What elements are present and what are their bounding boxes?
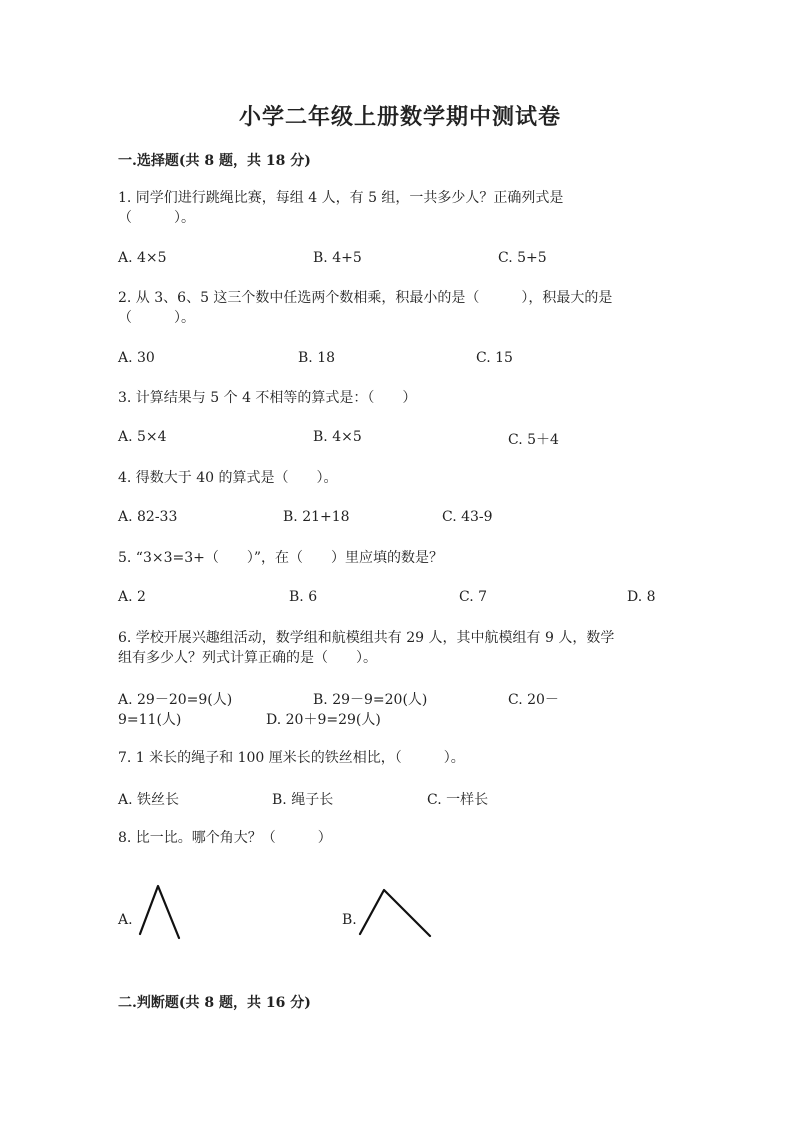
option-b: B. 6 — [289, 589, 318, 605]
section-heading-choice: 一.选择题(共 8 题，共 18 分) — [118, 153, 311, 169]
option-c: C. 5+5 — [498, 250, 547, 266]
question-stem: （ ）。 — [118, 310, 195, 326]
option-b: B. 29－9=20(人) — [313, 692, 428, 708]
question-7: 7. 1 米长的绳子和 100 厘米长的铁丝相比，（ ）。 — [118, 750, 465, 766]
angle-b-lines — [360, 890, 430, 936]
option-a: A. 30 — [118, 350, 155, 366]
option-c: C. 一样长 — [427, 792, 489, 808]
option-a: A. 82-33 — [118, 509, 178, 525]
option-b: B. 绳子长 — [272, 792, 334, 808]
option-a: A. 5×4 — [118, 429, 167, 445]
angle-a-lines — [140, 886, 179, 938]
option-c: C. 43-9 — [442, 509, 493, 525]
option-a: A. — [118, 912, 133, 928]
option-a: A. 4×5 — [118, 250, 167, 266]
option-b: B. 4+5 — [313, 250, 362, 266]
question-1 — [118, 188, 678, 228]
angle-a-figure — [136, 882, 186, 942]
page-title: 小学二年级上册数学期中测试卷 — [238, 104, 561, 130]
question-3: 3. 计算结果与 5 个 4 不相等的算式是：（ ） — [118, 390, 417, 406]
option-d: D. 20＋9=29(人) — [266, 712, 381, 728]
question-4: 4. 得数大于 40 的算式是（ ）。 — [118, 470, 338, 486]
option-b: B. 4×5 — [313, 429, 362, 445]
option-c: C. 7 — [459, 589, 488, 605]
option-a: A. 2 — [118, 589, 146, 605]
option-b: B. 21+18 — [283, 509, 350, 525]
section-heading-true-false: 二.判断题(共 8 题，共 16 分) — [118, 995, 311, 1011]
question-stem: 6. 学校开展兴趣组活动，数学组和航模组共有 29 人，其中航模组有 9 人，数学 — [118, 630, 615, 646]
option-c: C. 15 — [476, 350, 513, 366]
option-b: B. — [342, 912, 357, 928]
question-6 — [118, 628, 678, 668]
question-5: 5. “3×3=3+（ ）”，在（ ）里应填的数是？ — [118, 550, 444, 566]
question-8: 8. 比一比。哪个角大？（ ） — [118, 830, 332, 846]
question-stem: 组有多少人？列式计算正确的是（ ）。 — [118, 650, 377, 666]
question-stem: 1. 同学们进行跳绳比赛，每组 4 人，有 5 组，一共多少人？正确列式是 — [118, 190, 564, 206]
angle-b-figure — [356, 884, 436, 942]
option-a: A. 29－20=9(人) — [118, 692, 233, 708]
question-stem: 2. 从 3、6、5 这三个数中任选两个数相乘，积最小的是（ ），积最大的是 — [118, 290, 613, 306]
option-c: C. 5＋4 — [508, 432, 559, 448]
option-c-continued: 9=11(人) — [118, 712, 182, 728]
option-a: A. 铁丝长 — [118, 792, 180, 808]
option-b: B. 18 — [298, 350, 336, 366]
question-2 — [118, 288, 678, 328]
option-c: C. 20－ — [508, 692, 559, 708]
option-d: D. 8 — [627, 589, 656, 605]
question-stem: （ ）。 — [118, 210, 195, 226]
